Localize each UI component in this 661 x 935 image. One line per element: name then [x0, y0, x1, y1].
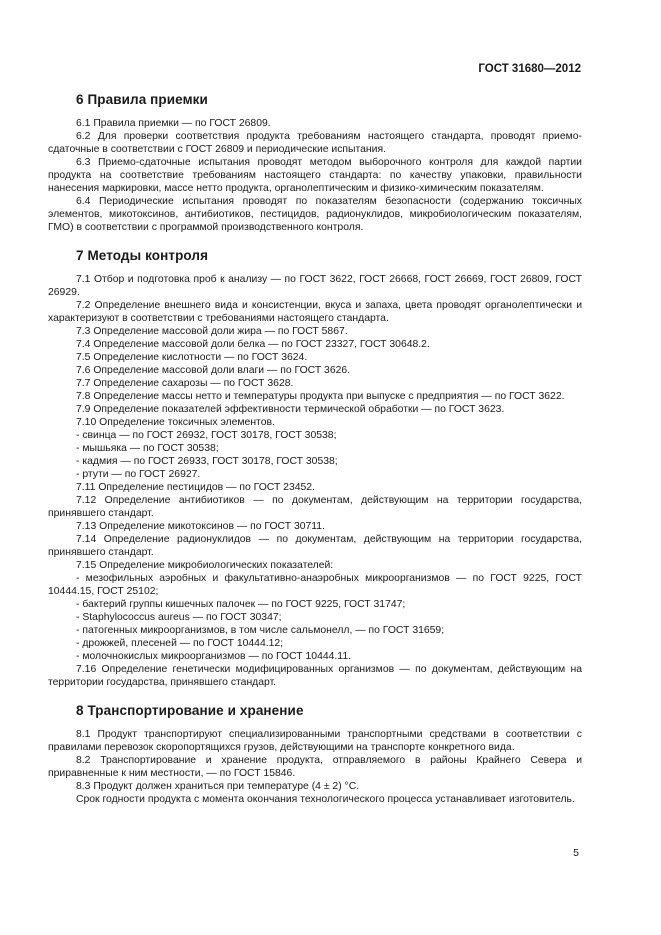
section-title: 6 Правила приемки — [76, 92, 208, 107]
paragraph: 7.5 Определение кислотности — по ГОСТ 3624. — [76, 352, 308, 363]
paragraph: 7.2 Определение внешнего вида и консистенции, вкуса и запаха, цвета проводят органолептически и характеризуют в соответствии с требованиями настоящего стандарта. — [48, 300, 582, 324]
section-acceptance-rules — [48, 92, 582, 234]
page-number: 5 — [573, 847, 579, 859]
list-item: - свинца — по ГОСТ 26932, ГОСТ 30178, ГОСТ 30538; — [76, 430, 337, 441]
section-title: 7 Методы контроля — [76, 248, 209, 263]
paragraph: 7.8 Определение массы нетто и температуры продукта при выпуске с предприятия — по ГОСТ 3622. — [76, 391, 565, 402]
paragraph: 7.12 Определение антибиотиков — по документам, действующим на территории государства, принявшего стандарт. — [48, 495, 582, 519]
section-transport-storage — [48, 703, 582, 806]
paragraph: 6.2 Для проверки соответствия продукта требованиям настоящего стандарта, проводят приемо-сдаточные в соответствии с ГОСТ 26809 и периодические испытания. — [48, 131, 582, 155]
list-item: - дрожжей, плесеней — по ГОСТ 10444.12; — [76, 638, 284, 649]
list-item: - Staphylococcus aureus — по ГОСТ 30347; — [76, 612, 282, 623]
paragraph: 7.10 Определение токсичных элементов. — [76, 417, 275, 428]
list-item: - молочнокислых микроорганизмов — по ГОСТ 10444.11. — [76, 651, 351, 662]
document-code: ГОСТ 31680—2012 — [478, 63, 581, 75]
paragraph: 6.1 Правила приемки — по ГОСТ 26809. — [76, 118, 271, 129]
paragraph: 8.2 Транспортирование и хранение продукта, отправляемого в районы Крайнего Севера и приравненные к ним местности, — по ГОСТ 15846. — [48, 755, 582, 779]
paragraph: 7.4 Определение массовой доли белка — по ГОСТ 23327, ГОСТ 30648.2. — [76, 339, 430, 350]
paragraph: 7.6 Определение массовой доли влаги — по ГОСТ 3626. — [76, 365, 351, 376]
paragraph: 7.15 Определение микробиологических показателей: — [76, 560, 334, 571]
section-control-methods — [48, 248, 582, 689]
document-body — [48, 92, 582, 820]
paragraph: 8.1 Продукт транспортируют специализированными транспортными средствами в соответствии с правилами перевозок скоропортящихся грузов, действующими на транспорте конкретного вида. — [48, 729, 582, 753]
list-item: - патогенных микроорганизмов, в том числе сальмонелл, — по ГОСТ 31659; — [76, 625, 445, 636]
paragraph: 7.13 Определение микотоксинов — по ГОСТ 30711. — [76, 521, 325, 532]
list-item: - мышьяка — по ГОСТ 30538; — [76, 443, 219, 454]
list-item: - мезофильных аэробных и факультативно-анаэробных микроорганизмов — по ГОСТ 9225, ГОСТ 10444.15, ГОСТ 25102; — [48, 573, 582, 597]
paragraph: 6.3 Приемо-сдаточные испытания проводят методом выборочного контроля для каждой партии продукта на соответствие требованиям настоящего стандарта: по качеству упаковки, правильности нанесения маркировки, массе нетто продукта, органолептическим и физико-химическим показателям. — [48, 157, 582, 194]
paragraph: 7.1 Отбор и подготовка проб к анализу — по ГОСТ 3622, ГОСТ 26668, ГОСТ 26669, ГОСТ 26809, ГОСТ 26929. — [48, 274, 582, 298]
list-item: - бактерий группы кишечных палочек — по ГОСТ 9225, ГОСТ 31747; — [76, 599, 406, 610]
list-item: - ртути — по ГОСТ 26927. — [76, 469, 201, 480]
paragraph: 7.16 Определение генетически модифицированных организмов — по документам, действующим на территории государства, принявшего стандарт. — [48, 664, 582, 688]
paragraph: Срок годности продукта с момента окончания технологического процесса устанавливает изготовитель. — [76, 794, 575, 805]
paragraph: 7.14 Определение радионуклидов — по документам, действующим на территории государства, принявшего стандарт. — [48, 534, 582, 558]
paragraph: 7.9 Определение показателей эффективности термической обработки — по ГОСТ 3623. — [76, 404, 505, 415]
section-title: 8 Транспортирование и хранение — [76, 703, 304, 718]
paragraph: 6.4 Периодические испытания проводят по показателям безопасности (содержанию токсичных элементов, микотоксинов, антибиотиков, пестицидов, радионуклидов, микробиологическим показателям, ГМО) в соответствии с программой производственного контроля. — [48, 196, 582, 233]
paragraph: 8.3 Продукт должен храниться при температуре (4 ± 2) °С. — [76, 781, 360, 792]
paragraph: 7.3 Определение массовой доли жира — по ГОСТ 5867. — [76, 326, 348, 337]
paragraph: 7.11 Определение пестицидов — по ГОСТ 23452. — [76, 482, 315, 493]
list-item: - кадмия — по ГОСТ 26933, ГОСТ 30178, ГОСТ 30538; — [76, 456, 338, 467]
paragraph: 7.7 Определение сахарозы — по ГОСТ 3628. — [76, 378, 294, 389]
